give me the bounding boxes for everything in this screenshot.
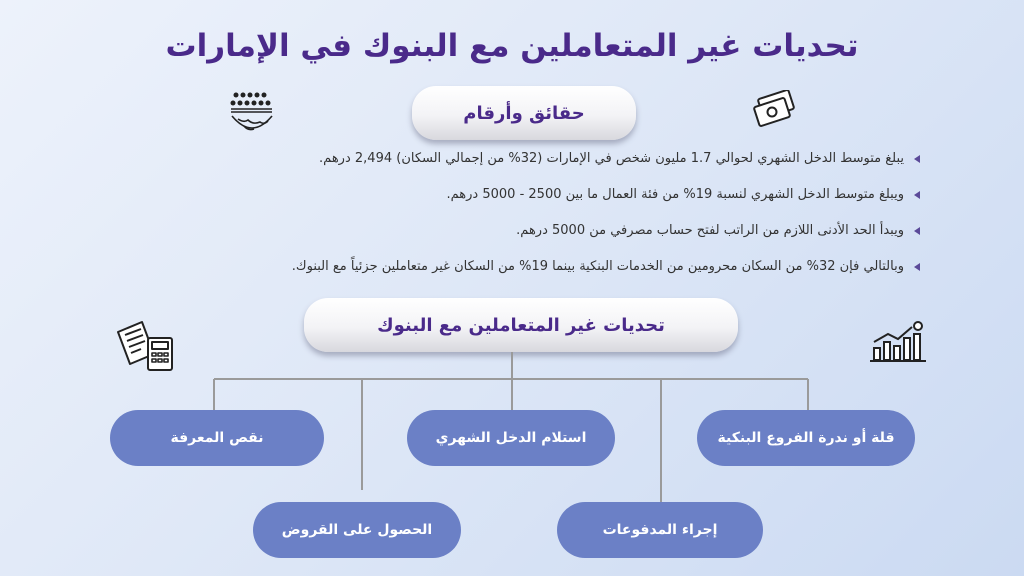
challenge-node-income: استلام الدخل الشهري xyxy=(407,410,615,466)
fact-text: ويبلغ متوسط الدخل الشهري لنسبة 19% من فئة العمال ما بين 2500 - 5000 درهم. xyxy=(446,187,904,202)
fact-text: ويبدأ الحد الأدنى اللازم من الراتب لفتح حساب مصرفي من 5000 درهم. xyxy=(516,223,904,238)
facts-heading: حقائق وأرقام xyxy=(412,86,636,140)
challenge-node-branches: قلة أو ندرة الفروع البنكية xyxy=(697,410,915,466)
challenge-node-loans: الحصول على القروض xyxy=(253,502,461,558)
challenge-node-knowledge: نقص المعرفة xyxy=(110,410,324,466)
challenges-heading: تحديات غير المتعاملين مع البنوك xyxy=(304,298,738,352)
challenge-node-payments: إجراء المدفوعات xyxy=(557,502,763,558)
page-title: تحديات غير المتعاملين مع البنوك في الإمارات xyxy=(165,28,859,64)
fact-text: وبالتالي فإن 32% من السكان محرومين من الخدمات البنكية بينما 19% من السكان غير متعاملين جزئياً مع البنوك. xyxy=(291,259,904,274)
fact-text: يبلغ متوسط الدخل الشهري لحوالي 1.7 مليون شخص في الإمارات (32% من إجمالي السكان) 2,494 درهم. xyxy=(319,151,904,166)
